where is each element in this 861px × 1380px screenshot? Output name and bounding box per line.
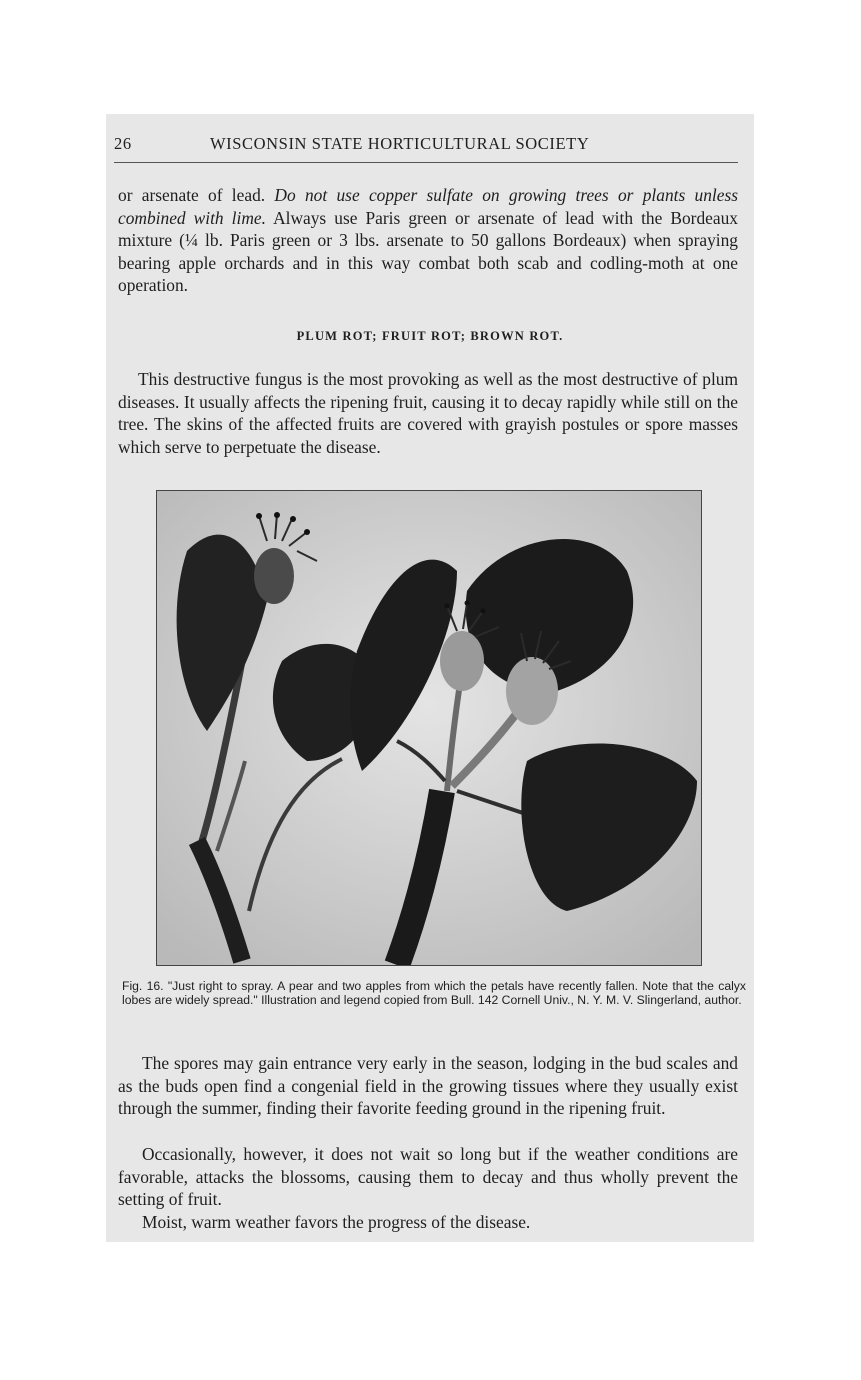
figure-caption: Fig. 16. "Just right to spray. A pear and two apples from which the petals have recently fallen. Note that the calyx lobes are widely spread." Illustration and legend copied from Bull. 142 Cornell Univ., N. Y. M. V. Slingerland, author.	[122, 979, 746, 1007]
paragraph-weather: Moist, warm weather favors the progress of the disease.	[142, 1212, 531, 1232]
page-scan	[106, 114, 754, 1242]
paragraph-blossoms: Occasionally, however, it does not wait so long but if the weather conditions are favorable, attacks the blossoms, causing them to decay and thus wholly prevent the setting of fruit.	[118, 1144, 738, 1210]
paragraph-spray-instructions	[118, 184, 738, 297]
paragraph-1-start: or arsenate of lead.	[118, 185, 275, 205]
page-number: 26	[114, 134, 132, 153]
paragraph-spores: The spores may gain entrance very early in the season, lodging in the bud scales and as the buds open find a congenial field in the growing tissues where they usually exist through the summer, finding their favorite feeding ground in the ripening fruit.	[118, 1053, 738, 1119]
running-title: WISCONSIN STATE HORTICULTURAL SOCIETY	[210, 134, 590, 153]
pear-and-apples-photo	[157, 491, 701, 965]
paragraph-1-end: Always use Paris green or arsenate of lead with the Bordeaux mixture (¼ lb. Paris green or 3 lbs. arsenate to 50 gallons Bordeaux) when spraying bearing apple orchards and in this way combat both scab and codling-moth at one operation.	[118, 207, 738, 296]
figure-photo	[156, 490, 702, 966]
header-rule	[114, 162, 738, 163]
paragraph-1-italic-warning: Do not use copper sulfate on growing trees or plants unless combined with lime.	[118, 185, 739, 228]
running-header	[114, 134, 738, 158]
paragraph-fungus-description: This destructive fungus is the most provoking as well as the most destructive of plum diseases. It usually affects the ripening fruit, causing it to decay rapidly while still on the tree. The skins of the affected fruits are covered with grayish postules or spore masses which serve to perpetuate the disease.	[118, 369, 738, 457]
section-heading: PLUM ROT; FRUIT ROT; BROWN ROT.	[296, 329, 564, 343]
